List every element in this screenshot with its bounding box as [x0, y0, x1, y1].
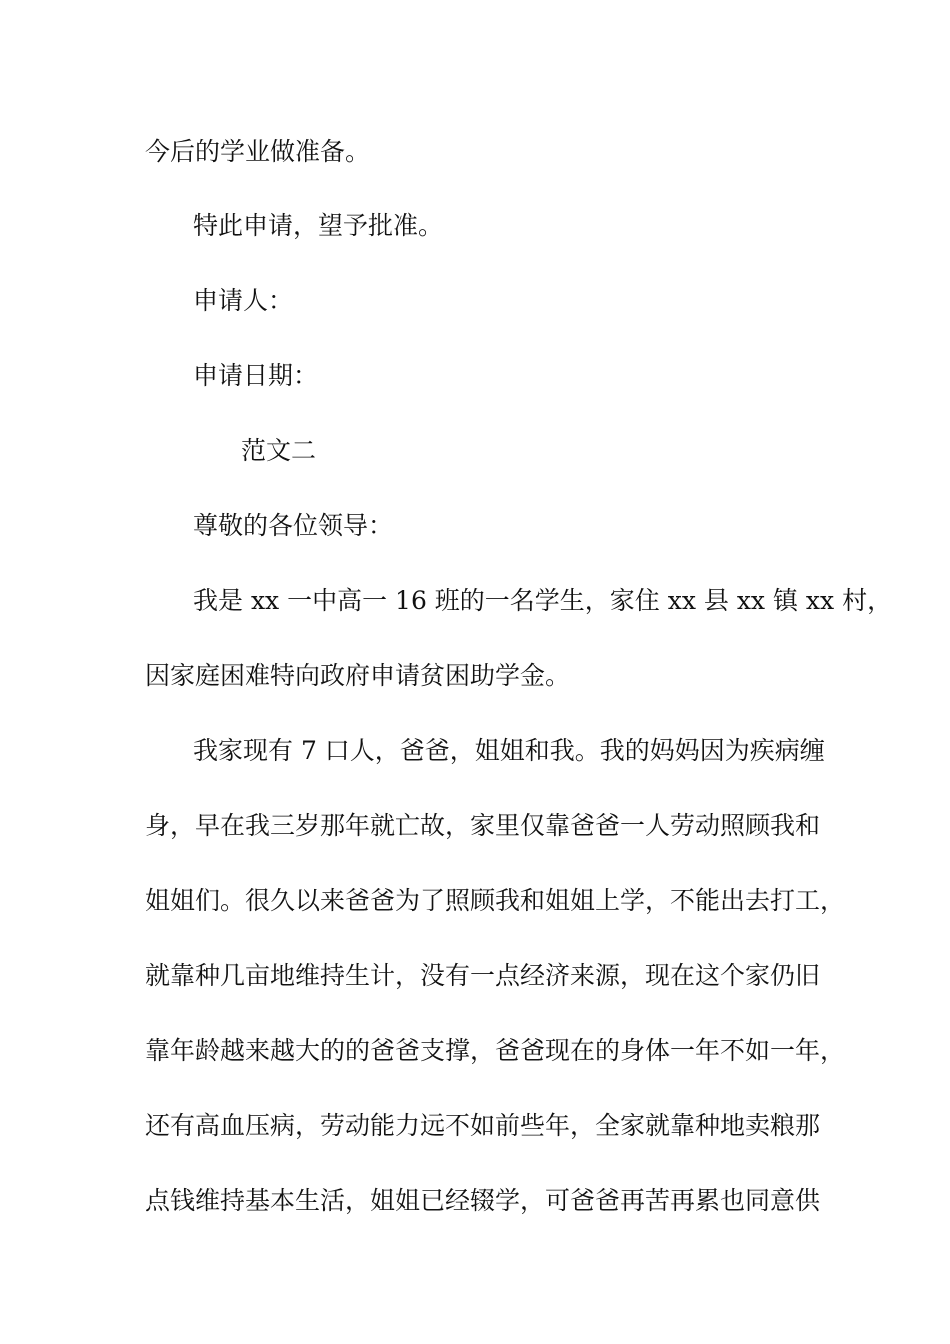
- text-line: 我家现有 7 口人，爸爸，姐姐和我。我的妈妈因为疾病缠: [193, 736, 825, 765]
- salutation: 尊敬的各位领导：: [193, 511, 394, 540]
- text-line: 申请人：: [193, 286, 294, 315]
- text-line: 我是 xx 一中高一 16 班的一名学生，家住 xx 县 xx 镇 xx 村，: [193, 586, 893, 615]
- text-line: 身，早在我三岁那年就亡故，家里仅靠爸爸一人劳动照顾我和: [145, 811, 821, 840]
- text-line: 还有高血压病，劳动能力远不如前些年，全家就靠种地卖粮那: [145, 1111, 821, 1140]
- text-line: 靠年龄越来越大的的爸爸支撑，爸爸现在的身体一年不如一年，: [145, 1036, 846, 1065]
- text-line: 点钱维持基本生活，姐姐已经辍学，可爸爸再苦再累也同意供: [145, 1186, 821, 1215]
- text-line: 就靠种几亩地维持生计，没有一点经济来源，现在这个家仍旧: [145, 961, 821, 990]
- text-line: 姐姐们。很久以来爸爸为了照顾我和姐姐上学，不能出去打工，: [145, 886, 846, 915]
- text-line: 申请日期：: [193, 361, 319, 390]
- section-heading: 范文二: [241, 436, 317, 465]
- text-line: 今后的学业做准备。: [145, 137, 371, 166]
- text-line: 因家庭困难特向政府申请贫困助学金。: [145, 661, 571, 690]
- text-line: 特此申请，望予批准。: [193, 211, 444, 240]
